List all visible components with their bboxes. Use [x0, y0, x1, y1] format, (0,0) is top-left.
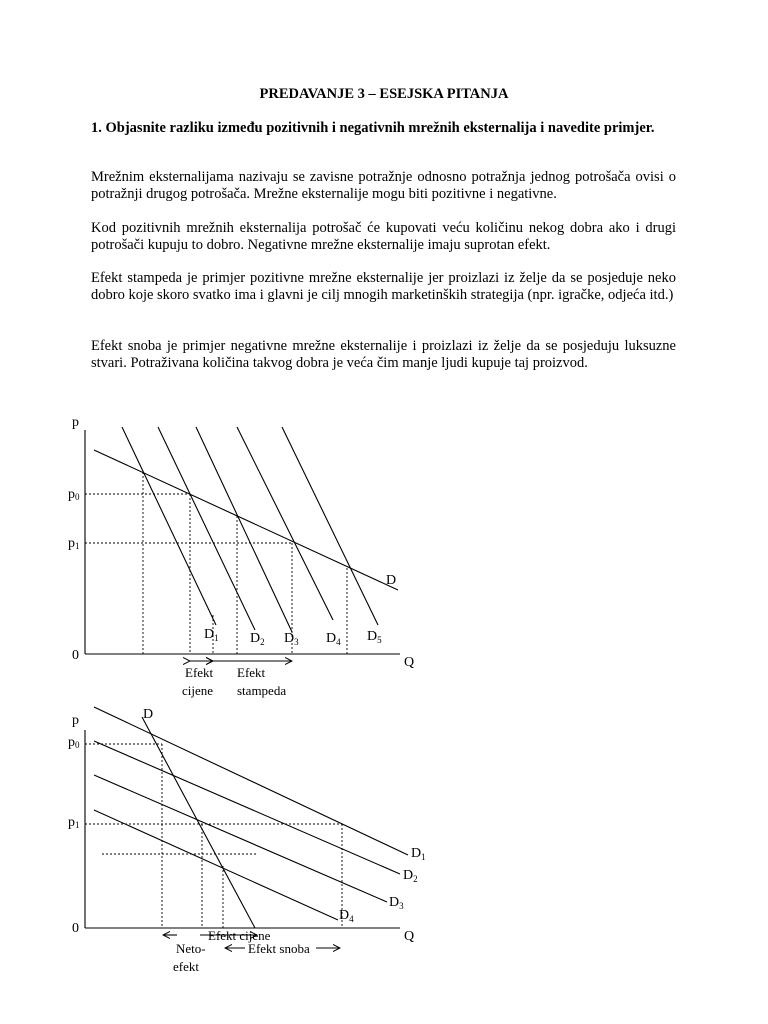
fig1-d1-label: $D_1$: [204, 627, 219, 643]
demand-curve-d3: [94, 775, 387, 902]
fig1-bandwagon-effect-line2: stampeda: [237, 683, 287, 698]
fig2-origin-label: 0: [72, 921, 79, 936]
fig1-price-effect-line2: cijene: [182, 683, 214, 698]
fig1-price-effect-line1: Efekt: [185, 665, 214, 680]
fig2-net-effect-line1: Neto-: [176, 941, 206, 956]
fig2-net-effect-line2: efekt: [173, 959, 199, 974]
fig2-p0-label: p0: [68, 735, 80, 750]
demand-curve-d3: [196, 427, 292, 632]
demand-curve-d2: [158, 427, 255, 630]
fig2-x-axis-label: Q: [404, 929, 415, 944]
question-heading: 1. Objasnite razliku između pozitivnih i negativnih mrežnih eksternalija i navedite primjer.: [91, 120, 655, 136]
fig1-d2-label: $D_2$: [250, 631, 265, 647]
figure-snob-effect: [85, 707, 408, 948]
market-demand-curve-D: [142, 717, 255, 928]
fig2-price-effect-label: Efekt cijene: [208, 928, 271, 943]
guide-lines: [85, 472, 347, 654]
fig2-d4-label: $D_4$: [339, 908, 354, 924]
fig1-x-axis-label: Q: [404, 655, 415, 670]
guide-lines: [85, 744, 342, 928]
paragraph-bandwagon: Efekt stampeda je primjer pozitivne mrežne eksternalije jer proizlazi iz želje da se posjeduje neko dobro koje skoro svatko ima i glavni je cilj mnogih marketinških strategija (npr. igračke, odjeća itd.): [91, 270, 676, 303]
fig1-p0-label: p0: [68, 487, 80, 502]
fig1-d4-label: $D_4$: [326, 631, 341, 647]
fig1-d3-label: $D_3$: [284, 631, 299, 647]
fig1-bandwagon-effect-line1: Efekt: [237, 665, 266, 680]
demand-curve-d5: [282, 427, 378, 625]
fig1-p1-label: p1: [68, 536, 80, 551]
fig1-d5-label: $D_5$: [367, 629, 382, 645]
figure-bandwagon-effect: [85, 427, 400, 661]
fig2-market-curve-label: D: [143, 707, 154, 722]
market-demand-curve-D: [94, 450, 398, 590]
figure1-labels: [68, 415, 414, 698]
fig1-y-axis-label: p: [72, 415, 79, 430]
figure2-labels: [68, 707, 426, 974]
fig2-p1-label: p1: [68, 815, 80, 830]
demand-curve-d4: [237, 427, 333, 620]
paragraph-definition: Mrežnim eksternalijama nazivaju se zavisne potražnje odnosno potražnja jednog potrošača ovisi o potražnji drugog potrošača. Mrežne eksternalije mogu biti pozitivne i negativne.: [91, 169, 676, 202]
paragraph-snob: Efekt snoba je primjer negativne mrežne eksternalije i proizlazi iz želje da se posjeduju luksuzne stvari. Potraživana količina takvog dobra je veća čim manje ljudi kupuje taj proizvod.: [91, 338, 676, 371]
fig1-origin-label: 0: [72, 648, 79, 663]
page-title: PREDAVANJE 3 – ESEJSKA PITANJA: [259, 86, 509, 102]
demand-curve-d1: [94, 707, 408, 855]
fig2-y-axis-label: p: [72, 713, 79, 728]
fig1-market-curve-label: D: [386, 573, 397, 588]
fig2-snob-effect-label: Efekt snoba: [248, 941, 310, 956]
fig2-d1-label: $D_1$: [411, 846, 426, 862]
fig2-d3-label: $D_3$: [389, 895, 404, 911]
demand-curve-d1: [122, 427, 216, 625]
paragraph-positive-negative: Kod pozitivnih mrežnih eksternalija potrošač će kupovati veću količinu nekog dobra ako i drugi potrošači kupuju to dobro. Negativne mrežne eksternalije imaju suprotan efekt.: [91, 220, 676, 253]
fig2-d2-label: $D_2$: [403, 868, 418, 884]
